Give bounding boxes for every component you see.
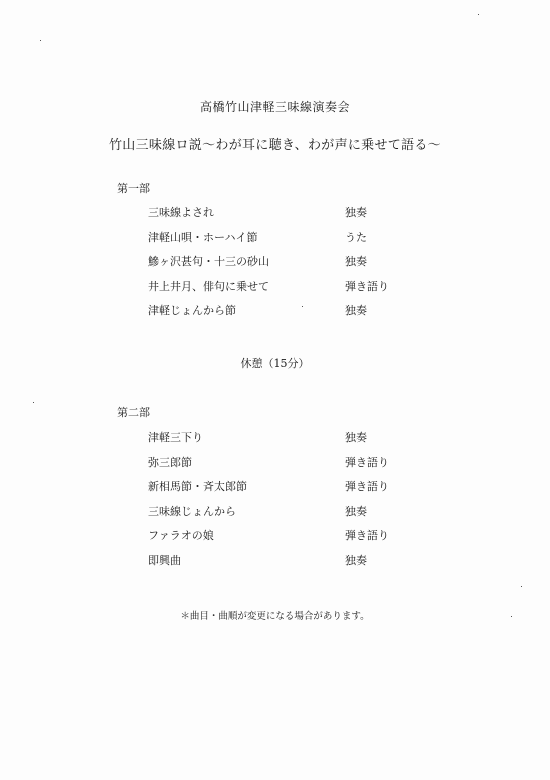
program-row <box>148 548 408 573</box>
scan-speck <box>521 586 522 587</box>
part1-program-list <box>148 200 408 323</box>
scan-speck <box>302 306 303 307</box>
piece-title: 弥三郎節 <box>148 455 192 469</box>
program-row <box>148 474 408 499</box>
piece-title: ファラオの娘 <box>148 529 214 543</box>
piece-title: 津軽山唄・ホーハイ節 <box>148 230 258 244</box>
program-row <box>148 523 408 548</box>
performance-style: 独奏 <box>345 304 367 318</box>
piece-title: 三味線よされ <box>148 206 214 220</box>
piece-title: 津軽じょんから節 <box>148 304 236 318</box>
scan-speck <box>478 14 479 15</box>
program-row <box>148 249 408 274</box>
change-notice: ＊曲目・曲順が変更になる場合があります。 <box>180 611 370 622</box>
scan-speck <box>33 402 34 403</box>
performance-style: 弾き語り <box>345 529 389 543</box>
concert-title: 高橋竹山津軽三味線演奏会 <box>199 100 350 114</box>
part2-heading: 第二部 <box>117 406 150 419</box>
performance-style: 独奏 <box>345 504 367 518</box>
concert-subtitle: 竹山三味線ロ説～わが耳に聴き、わが声に乗せて語る～ <box>109 138 441 153</box>
performance-style: 独奏 <box>345 553 367 567</box>
program-row <box>148 274 408 299</box>
piece-title: 三味線じょんから <box>148 504 236 518</box>
program-row <box>148 450 408 475</box>
intermission-note: 休憩（15分） <box>240 357 310 370</box>
scan-speck <box>40 40 41 41</box>
program-row <box>148 499 408 524</box>
program-row <box>148 225 408 250</box>
piece-title: 井上井月、俳句に乗せて <box>148 279 269 293</box>
performance-style: 独奏 <box>345 431 367 445</box>
performance-style: 弾き語り <box>345 480 389 494</box>
performance-style: うた <box>345 230 367 244</box>
performance-style: 弾き語り <box>345 455 389 469</box>
performance-style: 独奏 <box>345 206 367 220</box>
part1-heading: 第一部 <box>117 182 150 195</box>
piece-title: 津軽三下り <box>148 431 203 445</box>
piece-title: 即興曲 <box>148 553 181 567</box>
program-row <box>148 298 408 323</box>
scan-speck <box>511 616 512 617</box>
part2-program-list <box>148 425 408 572</box>
piece-title: 鰺ヶ沢甚句・十三の砂山 <box>148 255 269 269</box>
performance-style: 弾き語り <box>345 279 389 293</box>
program-row <box>148 200 408 225</box>
performance-style: 独奏 <box>345 255 367 269</box>
program-row <box>148 425 408 450</box>
piece-title: 新相馬節・斉太郎節 <box>148 480 247 494</box>
